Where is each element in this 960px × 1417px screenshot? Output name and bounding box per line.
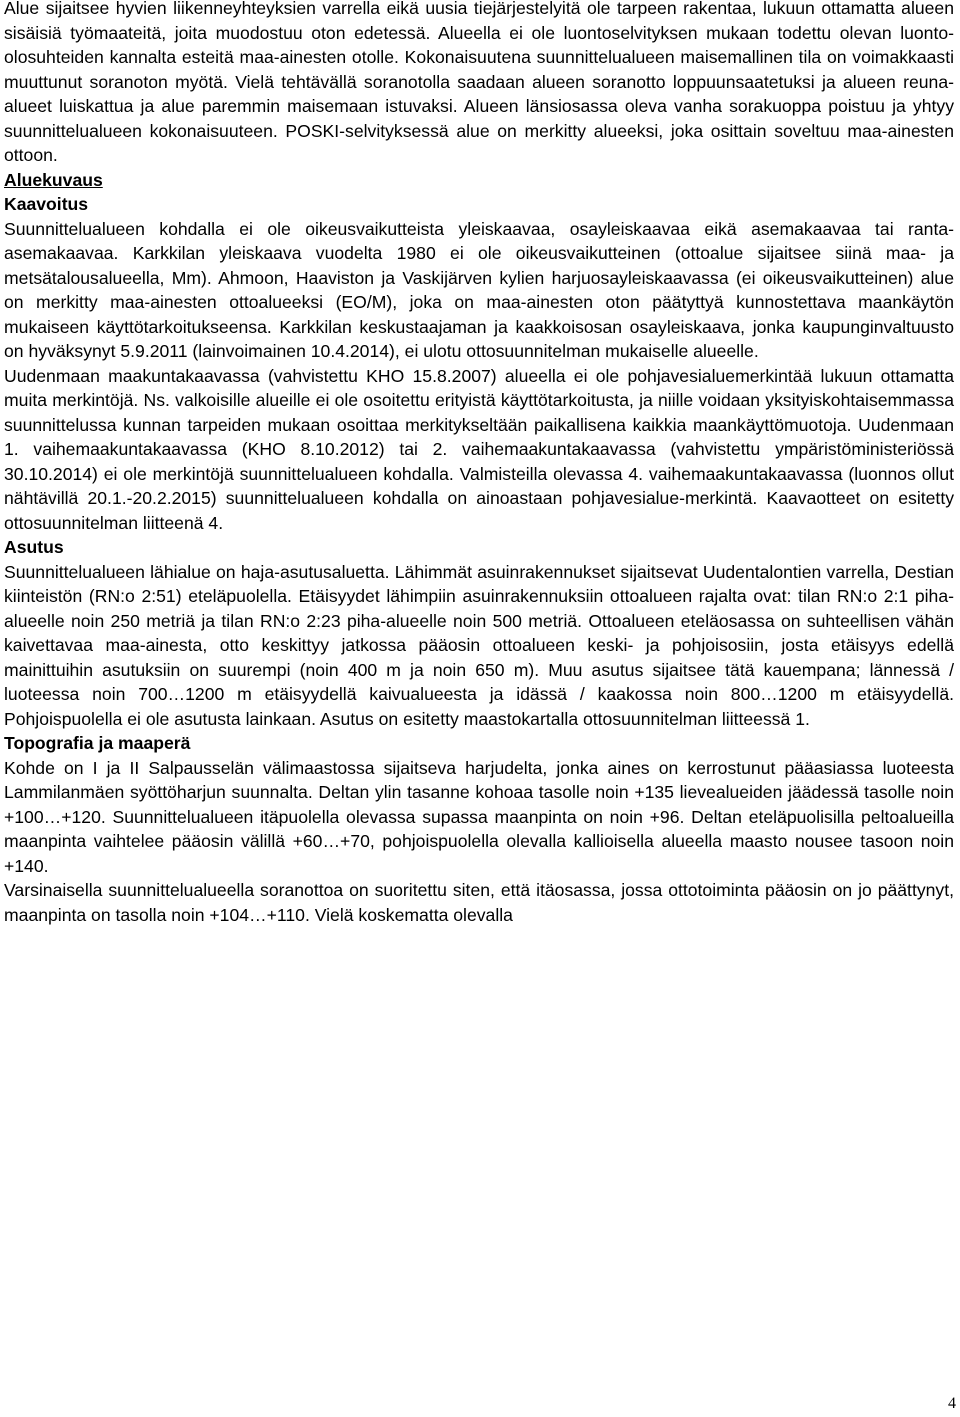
page-number: 4	[948, 1395, 956, 1412]
heading-aluekuvaus: Aluekuvaus	[4, 169, 103, 190]
document-page	[4, 0, 954, 927]
heading-asutus: Asutus	[4, 537, 64, 557]
heading-kaavoitus: Kaavoitus	[4, 194, 89, 214]
paragraph-intro-continued: Alue sijaitsee hyvien liikenneyhteyksien varrella eikä uusia tiejärjestelyitä ole tarpeen rakentaa, lukuun ottamatta alueen sisäisiä työmaateitä, joita muodostuu oton edetessä. Alueella ei ole luontoselvityksen mukaan todettu olevan luonto-olosuhteiden kannalta esteitä maa-ainesten otolle. Kokonaisuutena suunnittelualueen maisemallinen tila on voimakkaasti muuttunut soranoton myötä. Vielä tehtävällä soranotolla saadaan alueen soranotto loppuunsaatetuksi ja alueen reuna-alueet luiskattua ja alue paremmin maisemaan istuvaksi. Alueen länsiosassa oleva vanha sorakuoppa poistuu ja yhtyy suunnittelualueen kokonaisuuteen. POSKI-selvityksessä alue on merkitty alueeksi, joka osittain soveltuu maa-ainesten ottoon.	[4, 0, 954, 165]
paragraph-asutus: Suunnittelualueen lähialue on haja-asutusaluetta. Lähimmät asuinrakennukset sijaitsevat Uudentalontien varrella, Destian kiinteistön (RN:o 2:51) eteläpuolella. Etäisyydet lähimpiin asuinrakennuksiin ottoalueen rajalta ovat: tilan RN:o 2:1 piha-alueelle noin 250 metriä ja tilan RN:o 2:23 piha-alueelle noin 500 metriä. Ottoalueen eteläosassa on suhteellisen vähän kaivettavaa maa-ainesta, otto keskittyy jatkossa pääosin ottoalueen keski- ja pohjoisosiin, josta etäisyys edellä mainittuihin asutuksiin on suurempi (noin 400 m ja noin 650 m). Muu asutus sijaitsee tätä kauempana; lännessä / luoteessa noin 700…1200 m etäisyydellä kaivualueesta ja idässä / kaakossa noin 800…1200 m etäisyydellä. Pohjoispuolella ei ole asutusta lainkaan. Asutus on esitetty maastokartalla ottosuunnitelman liitteessä 1.	[4, 561, 954, 729]
paragraph-topografia-1: Kohde on I ja II Salpausselän välimaastossa sijaitseva harjudelta, jonka aines on kerrostunut pääasiassa luoteesta Lammilanmäen syöttöharjun suunnalta. Deltan ylin tasanne kohoaa tasolle noin +135 lievealueiden jäädessä tasolle noin +100…+120. Suunnittelualueen itäpuolella olevassa supassa maanpinta on noin +96. Deltan eteläpuolisilla peltoalueilla maanpinta vaihtelee pääosin välillä +60…+70, pohjoispuolella olevalla kallioisella alueella maasto nousee tasoon noin +140.	[4, 757, 954, 876]
paragraph-topografia-2: Varsinaisella suunnittelualueella soranottoa on suoritettu siten, että itäosassa, jossa ottotoiminta pääosin on jo päättynyt, maanpinta on tasolla noin +104…+110. Vielä koskematta olevalla	[4, 880, 954, 925]
paragraph-kaavoitus-2: Uudenmaan maakuntakaavassa (vahvistettu KHO 15.8.2007) alueella ei ole pohjavesialuemerkintää lukuun ottamatta muita merkintöjä. Ns. valkoisille alueille ei ole osoitettu erityistä käyttötarkoitusta, ja niille voidaan yksityiskohtaisemmassa suunnittelussa kunnan tarpeiden mukaan osoittaa merkitykseltään paikallisena kaikkia maankäyttömuotoja. Uudenmaan 1. vaihemaakuntakaavassa (KHO 8.10.2012) tai 2. vaihemaakuntakaavassa (vahvistettu ympäristöministeriössä 30.10.2014) ei ole merkintöjä suunnittelualueen kohdalla. Valmisteilla olevassa 4. vaihemaakuntakaavassa (luonnos ollut nähtävillä 20.1.-20.2.2015) suunnittelualueen kohdalla on ainoastaan pohjavesialue-merkintä. Kaavaotteet on esitetty ottosuunnitelman liitteenä 4.	[4, 365, 954, 533]
heading-topografia: Topografia ja maaperä	[4, 733, 191, 753]
paragraph-kaavoitus-1: Suunnittelualueen kohdalla ei ole oikeusvaikutteista yleiskaavaa, osayleiskaavaa eikä asemakaavaa tai ranta-asemakaavaa. Karkkilan yleiskaava vuodelta 1980 ei ole oikeusvaikutteinen (ottoalue sijaitsee siinä maa- ja metsätalousalueella, Mm). Ahmoon, Haaviston ja Vaskijärven kylien harjuosayleiskaavassa (ei oikeusvaikutteinen) alue on merkitty maa-ainesten ottoalueeksi (EO/M), joka on maa-ainesten oton päätyttyä kunnostettava maankäytön mukaiseen käyttötarkoitukseensa. Karkkilan keskustaajaman ja kaakkoisosan osayleiskaava, jonka kaupunginvaltuusto on hyväksynyt 5.9.2011 (lainvoimainen 10.4.2014), ei ulotu ottosuunnitelman mukaiselle alueelle.	[4, 218, 954, 361]
